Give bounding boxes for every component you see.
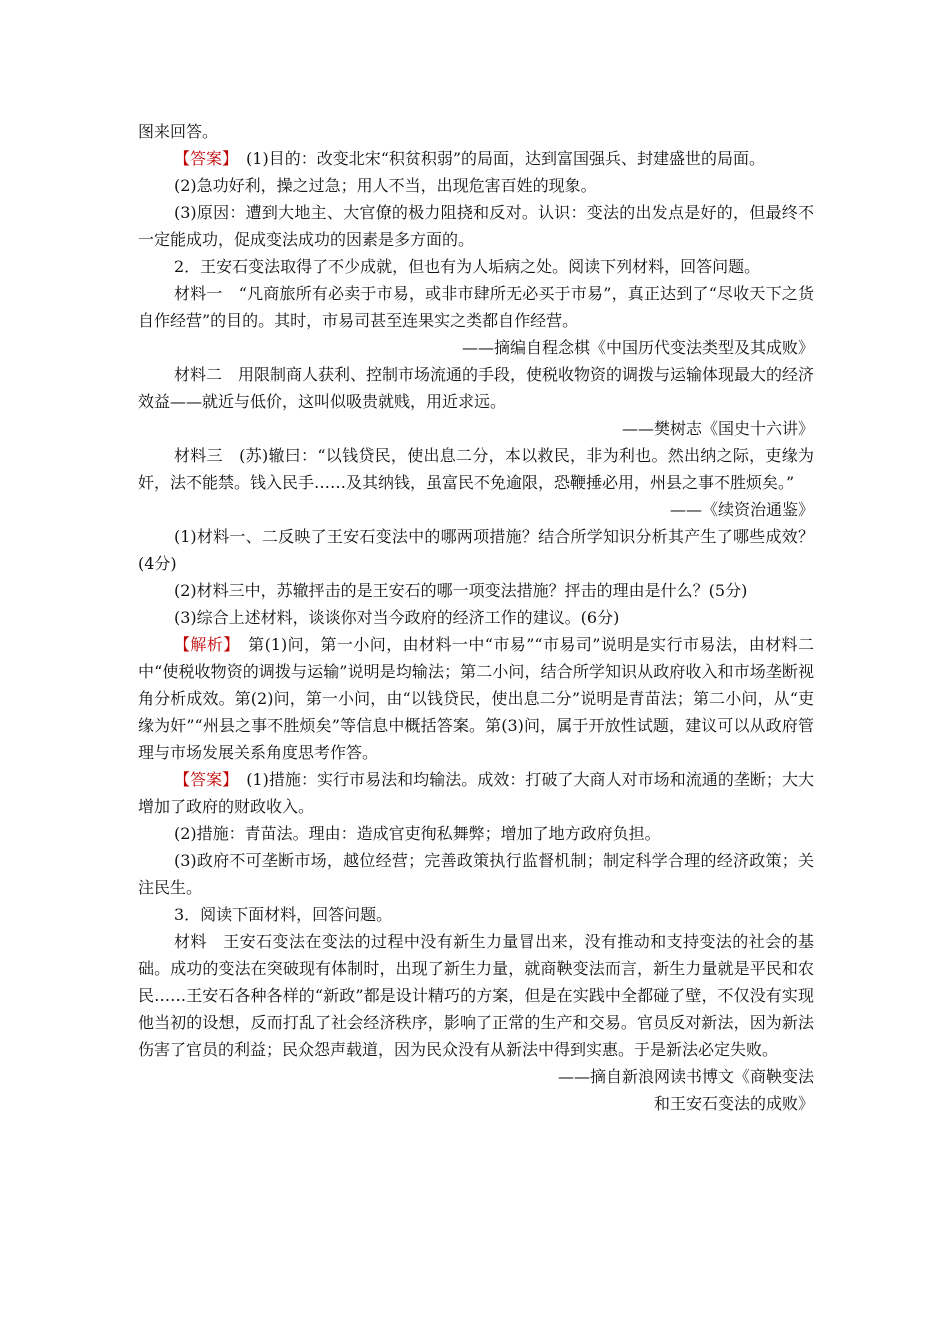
answer-1-part-3: (3)原因：遭到大地主、大官僚的极力阻挠和反对。认识：变法的出发点是好的，但最终不一定能成功，促成变法成功的因素是多方面的。 <box>138 203 814 249</box>
material-1: 材料一 “凡商旅所有必卖于市易，或非市肆所无必买于市易”，真正达到了“尽收天下之货自作经营”的目的。其时，市易司甚至连果实之类都自作经营。 <box>138 284 814 330</box>
analysis <box>138 631 814 766</box>
material-1-source: ——摘编自程念棋《中国历代变法类型及其成败》 <box>461 338 814 357</box>
answer-1-text-1: (1)目的：改变北宋“积贫积弱”的局面，达到富国强兵、封建盛世的局面。 <box>246 149 766 168</box>
material-4: 材料 王安石变法在变法的过程中没有新生力量冒出来，没有推动和支持变法的社会的基础。成功的变法在突破现有体制时，出现了新生力量，就商鞅变法而言，新生力量就是平民和农民……王安石各种各样的“新政”都是设计精巧的方案，但是在实践中全都碰了壁，不仅没有实现他当初的设想，反而打乱了社会经济秩序，影响了正常的生产和交易。官员反对新法，因为新法伤害了官员的利益；民众怨声载道，因为民众没有从新法中得到实惠。于是新法必定失败。 <box>138 932 814 1059</box>
answer-1-part-1 <box>138 145 814 172</box>
question-2-sub-3: (3)综合上述材料，谈谈你对当今政府的经济工作的建议。(6分) <box>174 608 620 627</box>
answer-2-part-3: (3)政府不可垄断市场，越位经营；完善政策执行监督机制；制定科学合理的经济政策；关注民生。 <box>138 851 814 897</box>
material-3-source: ——《续资治通鉴》 <box>669 500 814 519</box>
answer-2-text-1: (1)措施：实行市易法和均输法。成效：打破了大商人对市场和流通的垄断；大大增加了政府的财政收入。 <box>138 770 814 816</box>
answer-tag-2: 【答案】 <box>174 770 231 789</box>
document-body <box>138 118 814 1117</box>
analysis-text: 第(1)问，第一小问，由材料一中“市易”“市易司”说明是实行市易法，由材料二中“使税收物资的调拨与运输”说明是均输法；第二小问，结合所学知识从政府收入和市场垄断视角分析成效。第(2)问，第一小问，由“以钱贷民，使出息二分”说明是青苗法；第二小问，从“吏缘为奸”“州县之事不胜烦矣”等信息中概括答案。第(3)问，属于开放性试题，建议可以从政府管理与市场发展关系角度思考作答。 <box>138 635 814 762</box>
material-2-source: ——樊树志《国史十六讲》 <box>621 419 814 438</box>
material-4-source-line-1: ——摘自新浪网读书博文《商鞅变法 <box>557 1067 814 1086</box>
answer-2-part-1 <box>138 766 814 820</box>
answer-tag: 【答案】 <box>174 149 231 168</box>
question-3: 3．阅读下面材料，回答问题。 <box>174 905 393 924</box>
question-2-sub-1: (1)材料一、二反映了王安石变法中的哪两项措施？结合所学知识分析其产生了哪些成效？(4分) <box>138 527 814 573</box>
material-4-source-line-2: 和王安石变法的成败》 <box>653 1094 814 1113</box>
question-2-sub-2: (2)材料三中，苏辙抨击的是王安石的哪一项变法措施？抨击的理由是什么？(5分) <box>174 581 748 600</box>
answer-1-part-2: (2)急功好利，操之过急；用人不当，出现危害百姓的现象。 <box>174 176 597 195</box>
intro-line: 图来回答。 <box>138 122 219 141</box>
question-2: 2．王安石变法取得了不少成就，但也有为人垢病之处。阅读下列材料，回答问题。 <box>174 257 761 276</box>
material-2: 材料二 用限制商人获利、控制市场流通的手段，使税收物资的调拨与运输体现最大的经济效益——就近与低价，这叫似吸贵就贱，用近求远。 <box>138 365 815 411</box>
material-3: 材料三 (苏)辙曰：“以钱贷民，使出息二分，本以救民，非为利也。然出纳之际，吏缘为奸，法不能禁。钱入民手……及其纳钱，虽富民不免逾限，恐鞭捶必用，州县之事不胜烦矣。” <box>138 446 814 492</box>
analysis-tag: 【解析】 <box>174 635 232 654</box>
answer-2-part-2: (2)措施：青苗法。理由：造成官吏徇私舞弊；增加了地方政府负担。 <box>174 824 661 843</box>
